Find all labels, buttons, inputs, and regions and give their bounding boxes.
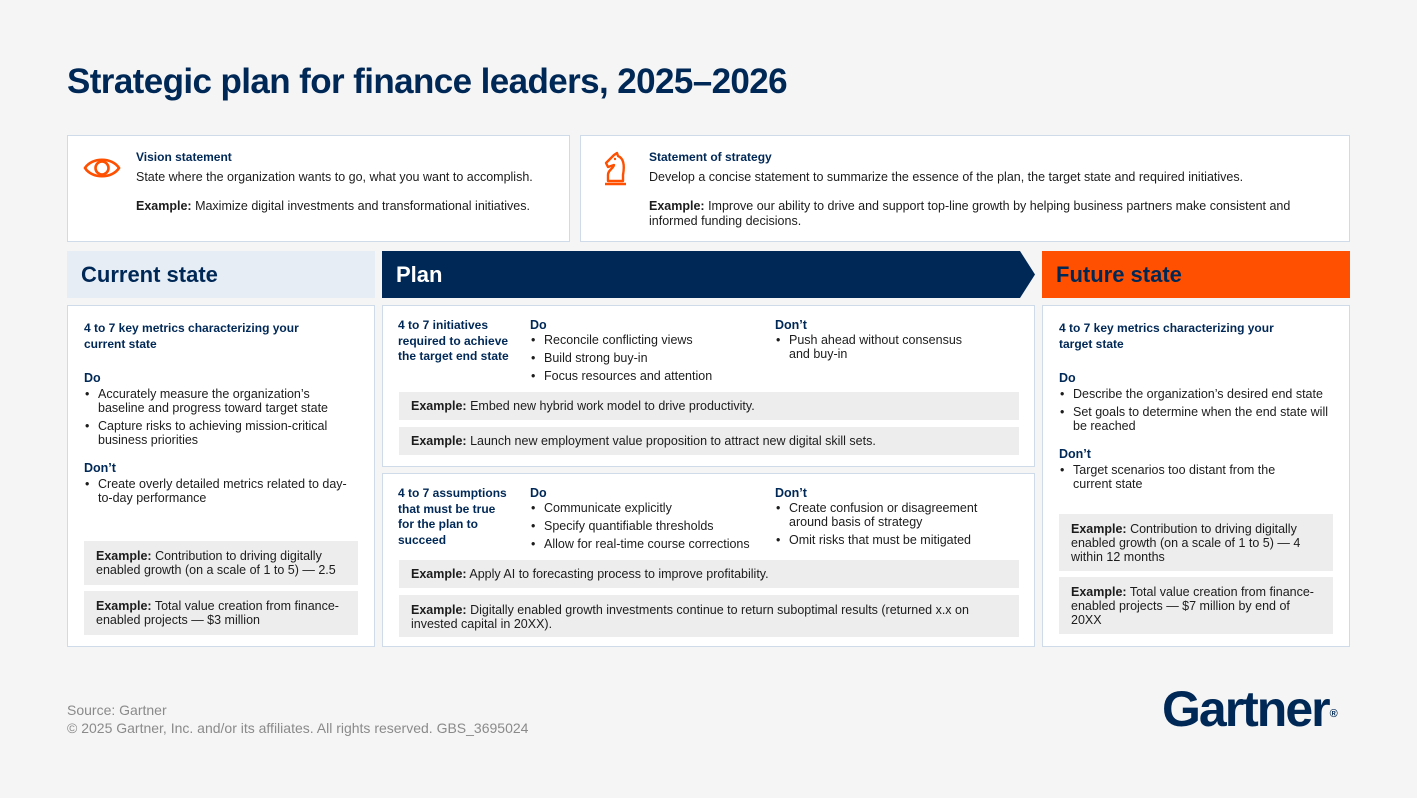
initiatives-example-1: Example: Embed new hybrid work model to drive productivity. bbox=[399, 392, 1019, 420]
list-item: • Create overly detailed metrics related to day-to-day performance bbox=[84, 477, 358, 505]
current-state-card bbox=[67, 305, 375, 647]
chess-knight-icon bbox=[595, 148, 635, 188]
vision-statement-card bbox=[67, 135, 570, 242]
assumptions-dont bbox=[775, 486, 1015, 551]
current-state-header: Current state bbox=[67, 251, 375, 298]
strategy-example: Example: Improve our ability to drive and support top-line growth by helping business partners make consistent and informed funding decisions. bbox=[649, 199, 1291, 228]
list-item: • Accurately measure the organization’s baseline and progress toward target state bbox=[84, 387, 358, 415]
strategy-heading: Statement of strategy bbox=[649, 150, 772, 164]
current-do-label: Do bbox=[84, 371, 101, 385]
list-item: • Specify quantifiable thresholds bbox=[530, 519, 765, 533]
future-metrics-heading: 4 to 7 key metrics characterizing your target state bbox=[1059, 321, 1274, 351]
list-item: • Build strong buy-in bbox=[530, 351, 765, 365]
gartner-logo: Gartner® bbox=[1162, 681, 1338, 737]
initiatives-do bbox=[530, 318, 765, 387]
list-item: • Reconcile conflicting views bbox=[530, 333, 765, 347]
list-item: • Target scenarios too distant from the current state bbox=[1059, 463, 1289, 491]
assumptions-example-1: Example: Apply AI to forecasting process to improve profitability. bbox=[399, 560, 1019, 588]
vision-description: State where the organization wants to go, what you want to accomplish. bbox=[136, 170, 533, 184]
vision-example: Example: Maximize digital investments and transformational initiatives. bbox=[136, 199, 530, 213]
future-example-2: Example: Total value creation from finance-enabled projects — $7 million by end of 20XX bbox=[1059, 577, 1333, 634]
copyright-line: © 2025 Gartner, Inc. and/or its affiliates. All rights reserved. GBS_3695024 bbox=[67, 720, 529, 736]
initiatives-do-label: Do bbox=[530, 318, 547, 332]
eye-icon bbox=[82, 148, 122, 188]
current-example-1: Example: Contribution to driving digitally enabled growth (on a scale of 1 to 5) — 2.5 bbox=[84, 541, 358, 585]
current-do-list bbox=[84, 387, 358, 447]
future-state-card bbox=[1042, 305, 1350, 647]
source-line: Source: Gartner bbox=[67, 702, 167, 718]
future-do-list bbox=[1059, 387, 1333, 433]
future-do-label: Do bbox=[1059, 371, 1076, 385]
current-dont-label: Don’t bbox=[84, 461, 116, 475]
assumptions-dont-list bbox=[775, 501, 1000, 547]
list-item: • Push ahead without consensus and buy-in bbox=[775, 333, 975, 361]
assumptions-example-2: Example: Digitally enabled growth investments continue to return suboptimal results (returned x.x on invested capital in 20XX). bbox=[399, 595, 1019, 637]
assumptions-do bbox=[530, 486, 765, 555]
assumptions-do-label: Do bbox=[530, 486, 547, 500]
strategy-statement-card bbox=[580, 135, 1350, 242]
list-item: • Capture risks to achieving mission-critical business priorities bbox=[84, 419, 358, 447]
strategy-description: Develop a concise statement to summarize the essence of the plan, the target state and required initiatives. bbox=[649, 170, 1244, 184]
current-example-2: Example: Total value creation from finance-enabled projects — $3 million bbox=[84, 591, 358, 635]
list-item: • Set goals to determine when the end state will be reached bbox=[1059, 405, 1333, 433]
future-dont-list bbox=[1059, 463, 1289, 491]
source-footer bbox=[67, 701, 528, 737]
current-metrics-heading: 4 to 7 key metrics characterizing your current state bbox=[84, 321, 299, 351]
plan-header bbox=[382, 251, 1035, 298]
current-dont-list bbox=[84, 477, 358, 505]
assumptions-dont-label: Don’t bbox=[775, 486, 807, 500]
initiatives-label: 4 to 7 initiatives required to achieve the target end state bbox=[398, 318, 509, 363]
future-dont-label: Don’t bbox=[1059, 447, 1091, 461]
future-state-header: Future state bbox=[1042, 251, 1350, 298]
list-item: • Describe the organization’s desired end state bbox=[1059, 387, 1333, 401]
list-item: • Omit risks that must be mitigated bbox=[775, 533, 1000, 547]
initiatives-dont-list bbox=[775, 333, 975, 361]
initiatives-example-2: Example: Launch new employment value proposition to attract new digital skill sets. bbox=[399, 427, 1019, 455]
list-item: • Allow for real-time course corrections bbox=[530, 537, 765, 551]
assumptions-do-list bbox=[530, 501, 765, 551]
plan-arrow-banner bbox=[382, 251, 1035, 298]
plan-assumptions-card bbox=[382, 473, 1035, 647]
plan-header-label: Plan bbox=[396, 261, 443, 287]
plan-initiatives-card bbox=[382, 305, 1035, 467]
initiatives-dont-label: Don’t bbox=[775, 318, 807, 332]
list-item: • Focus resources and attention bbox=[530, 369, 765, 383]
list-item: • Create confusion or disagreement around basis of strategy bbox=[775, 501, 1000, 529]
future-example-1: Example: Contribution to driving digitally enabled growth (on a scale of 1 to 5) — 4 within 12 months bbox=[1059, 514, 1333, 571]
assumptions-label: 4 to 7 assumptions that must be true for the plan to succeed bbox=[398, 486, 507, 547]
vision-heading: Vision statement bbox=[136, 150, 232, 164]
initiatives-do-list bbox=[530, 333, 765, 383]
initiatives-dont bbox=[775, 318, 1015, 365]
list-item: • Communicate explicitly bbox=[530, 501, 765, 515]
page-title: Strategic plan for finance leaders, 2025–2026 bbox=[67, 62, 788, 101]
